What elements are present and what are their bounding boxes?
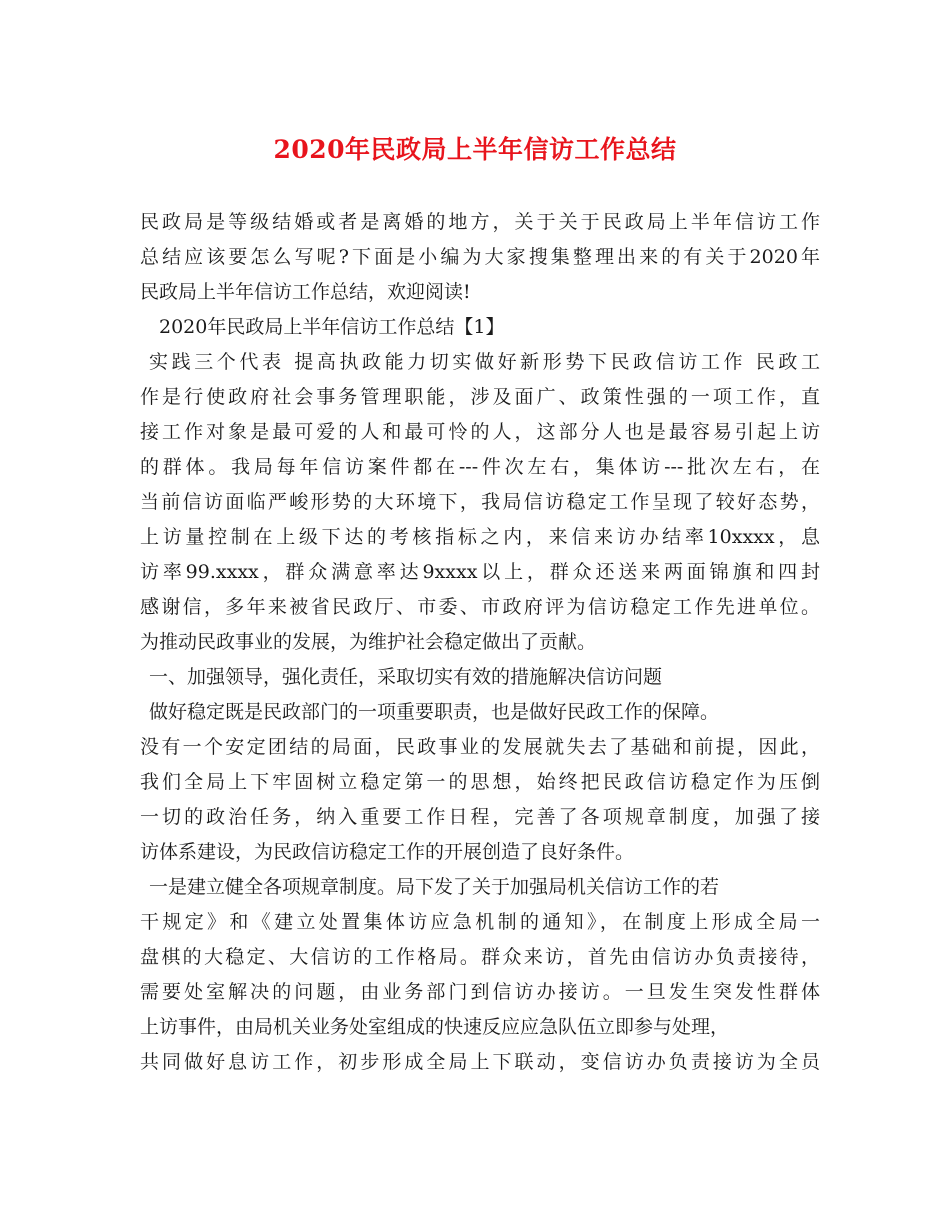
text-line: 我们全局上下牢固树立稳定第一的思想，始终把民政信访稳定作为压倒 bbox=[140, 771, 820, 793]
text-line: 上访事件，由局机关业务处室组成的快速反应应急队伍立即参与处理， bbox=[140, 1016, 730, 1038]
document-title: 2020年民政局上半年信访工作总结 bbox=[273, 135, 677, 164]
text-line: 干规定》和《建立处置集体访应急机制的通知》，在制度上形成全局一 bbox=[140, 911, 820, 933]
text-line: 一切的政治任务，纳入重要工作日程，完善了各项规章制度，加强了接 bbox=[140, 806, 820, 828]
document-body bbox=[140, 205, 820, 1080]
text-line: 感谢信，多年来被省民政厅、市委、市政府评为信访稳定工作先进单位。 bbox=[140, 596, 820, 618]
text-line: 的群体。我局每年信访案件都在---件次左右，集体访---批次左右，在 bbox=[140, 456, 820, 478]
section-heading: 2020年民政局上半年信访工作总结【1】 bbox=[159, 316, 505, 338]
text-line: 做好稳定既是民政部门的一项重要职责，也是做好民政工作的保障。 bbox=[149, 701, 720, 723]
text-line: 需要处室解决的问题，由业务部门到信访办接访。一旦发生突发性群体 bbox=[140, 981, 820, 1003]
text-line: 为推动民政事业的发展，为维护社会稳定做出了贡献。 bbox=[140, 631, 597, 653]
text-line: 总结应该要怎么写呢?下面是小编为大家搜集整理出来的有关于2020年 bbox=[140, 246, 820, 268]
text-line: 当前信访面临严峻形势的大环境下，我局信访稳定工作呈现了较好态势， bbox=[140, 491, 820, 513]
text-line: 民政局是等级结婚或者是离婚的地方，关于关于民政局上半年信访工作 bbox=[140, 211, 820, 233]
text-line: 作是行使政府社会事务管理职能，涉及面广、政策性强的一项工作，直 bbox=[140, 386, 820, 408]
text-line: 民政局上半年信访工作总结，欢迎阅读! bbox=[140, 281, 471, 303]
text-line: 盘棋的大稳定、大信访的工作格局。群众来访，首先由信访办负责接待， bbox=[140, 946, 820, 968]
text-line: 上访量控制在上级下达的考核指标之内，来信来访办结率10xxxx，息 bbox=[140, 526, 820, 548]
text-line: 共同做好息访工作，初步形成全局上下联动，变信访办负责接访为全员 bbox=[140, 1051, 820, 1073]
text-line: 接工作对象是最可爱的人和最可怜的人，这部分人也是最容易引起上访 bbox=[140, 421, 820, 443]
text-line: 实践三个代表 提高执政能力切实做好新形势下民政信访工作 民政工 bbox=[149, 351, 820, 373]
text-line: 访体系建设，为民政信访稳定工作的开展创造了良好条件。 bbox=[140, 841, 635, 863]
text-line: 访率99.xxxx，群众满意率达9xxxx以上，群众还送来两面锦旗和四封 bbox=[140, 561, 820, 583]
text-line: 一是建立健全各项规章制度。局下发了关于加强局机关信访工作的若 bbox=[149, 876, 720, 898]
section-heading: 一、加强领导，强化责任，采取切实有效的措施解决信访问题 bbox=[149, 666, 663, 688]
text-line: 没有一个安定团结的局面，民政事业的发展就失去了基础和前提，因此， bbox=[140, 736, 820, 758]
